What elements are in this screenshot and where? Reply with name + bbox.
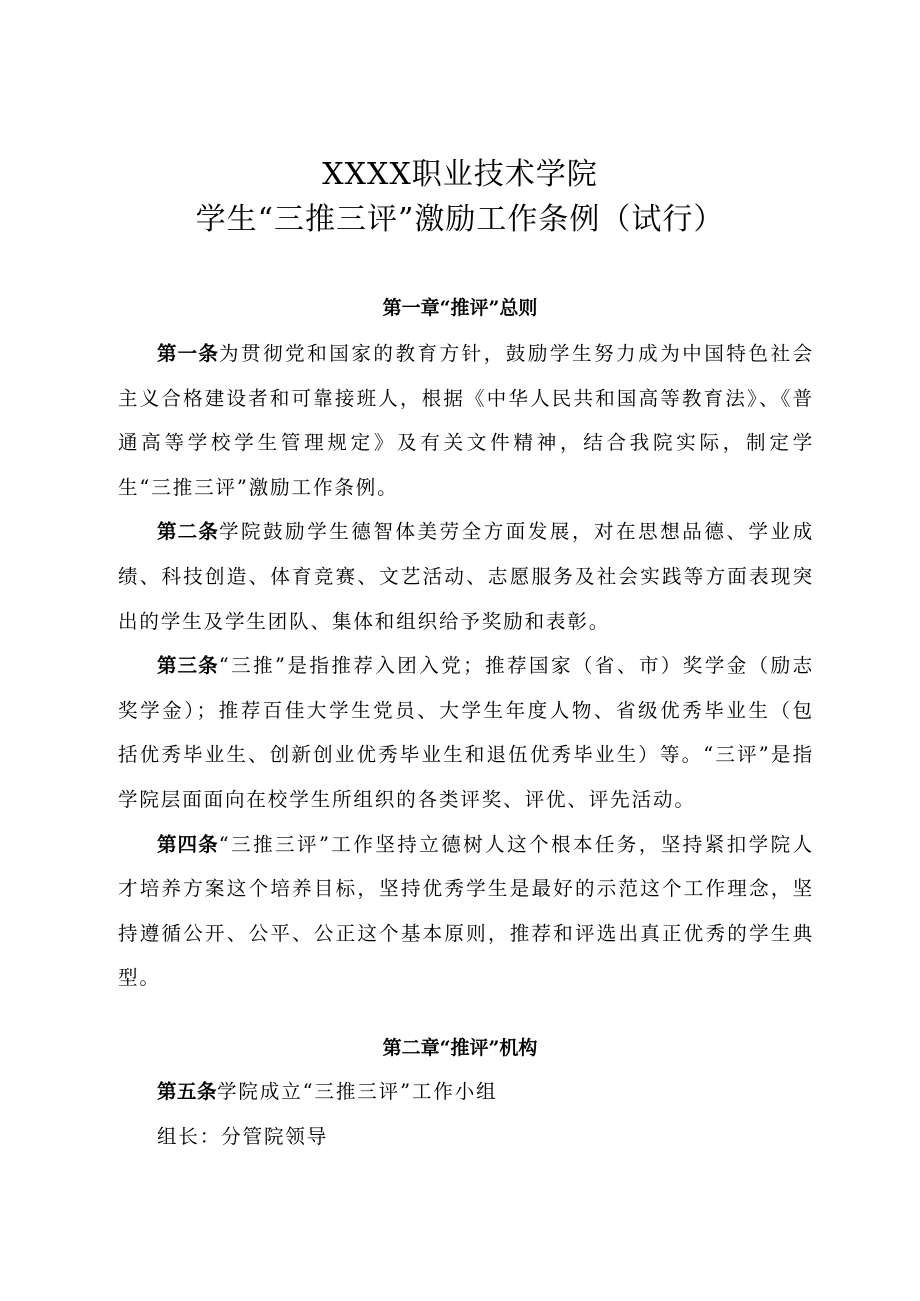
article-1 bbox=[118, 332, 814, 510]
article-3-text: “三推”是指推荐入团入党；推荐国家（省、市）奖学金（励志奖学金）；推荐百佳大学生党员、大学生年度人物、省级优秀毕业生（包括优秀毕业生、创新创业优秀毕业生和退伍优秀毕业生）等。“三评”是指学院层面面向在校学生所组织的各类评奖、评优、评先活动。 bbox=[118, 654, 814, 811]
article-4 bbox=[118, 823, 814, 1001]
article-2-text: 学院鼓励学生德智体美劳全方面发展，对在思想品德、学业成绩、科技创造、体育竞赛、文艺活动、志愿服务及社会实践等方面表现突出的学生及学生团队、集体和组织给予奖励和表彰。 bbox=[118, 520, 814, 633]
article-1-text: 为贯彻党和国家的教育方针，鼓励学生努力成为中国特色社会主义合格建设者和可靠接班人，根据《中华人民共和国高等教育法》、《普通高等学校学生管理规定》及有关文件精神，结合我院实际，制定学生“三推三评”激励工作条例。 bbox=[118, 342, 814, 499]
article-2-label: 第二条 bbox=[157, 520, 219, 544]
chapter-1-heading: 第一章“推评”总则 bbox=[382, 297, 538, 319]
article-3 bbox=[118, 644, 814, 822]
title-regulation: 学生“三推三评”激励工作条例（试行） bbox=[195, 202, 725, 237]
article-5-text: 学院成立“三推三评”工作小组 bbox=[217, 1080, 498, 1103]
chapter-2-heading: 第二章“推评”机构 bbox=[382, 1037, 538, 1059]
article-1-label: 第一条 bbox=[157, 342, 219, 365]
title-institution: XXXX职业技术学院 bbox=[322, 157, 598, 192]
group-leader-line: 组长：分管院领导 bbox=[157, 1124, 329, 1148]
article-4-text: “三推三评”工作坚持立德树人这个根本任务，坚持紧扣学院人才培养方案这个培养目标，坚持优秀学生是最好的示范这个工作理念，坚持遵循公开、公平、公正这个基本原则，推荐和评选出真正优秀的学生典型。 bbox=[118, 832, 814, 990]
chapter-1-body bbox=[118, 332, 814, 1001]
article-5-label: 第五条 bbox=[157, 1080, 218, 1103]
chapter-2-body bbox=[118, 1070, 814, 1159]
article-4-label: 第四条 bbox=[157, 832, 219, 856]
article-2 bbox=[118, 510, 814, 644]
article-3-label: 第三条 bbox=[157, 654, 219, 678]
article-5 bbox=[118, 1070, 814, 1115]
document-title bbox=[0, 152, 920, 242]
